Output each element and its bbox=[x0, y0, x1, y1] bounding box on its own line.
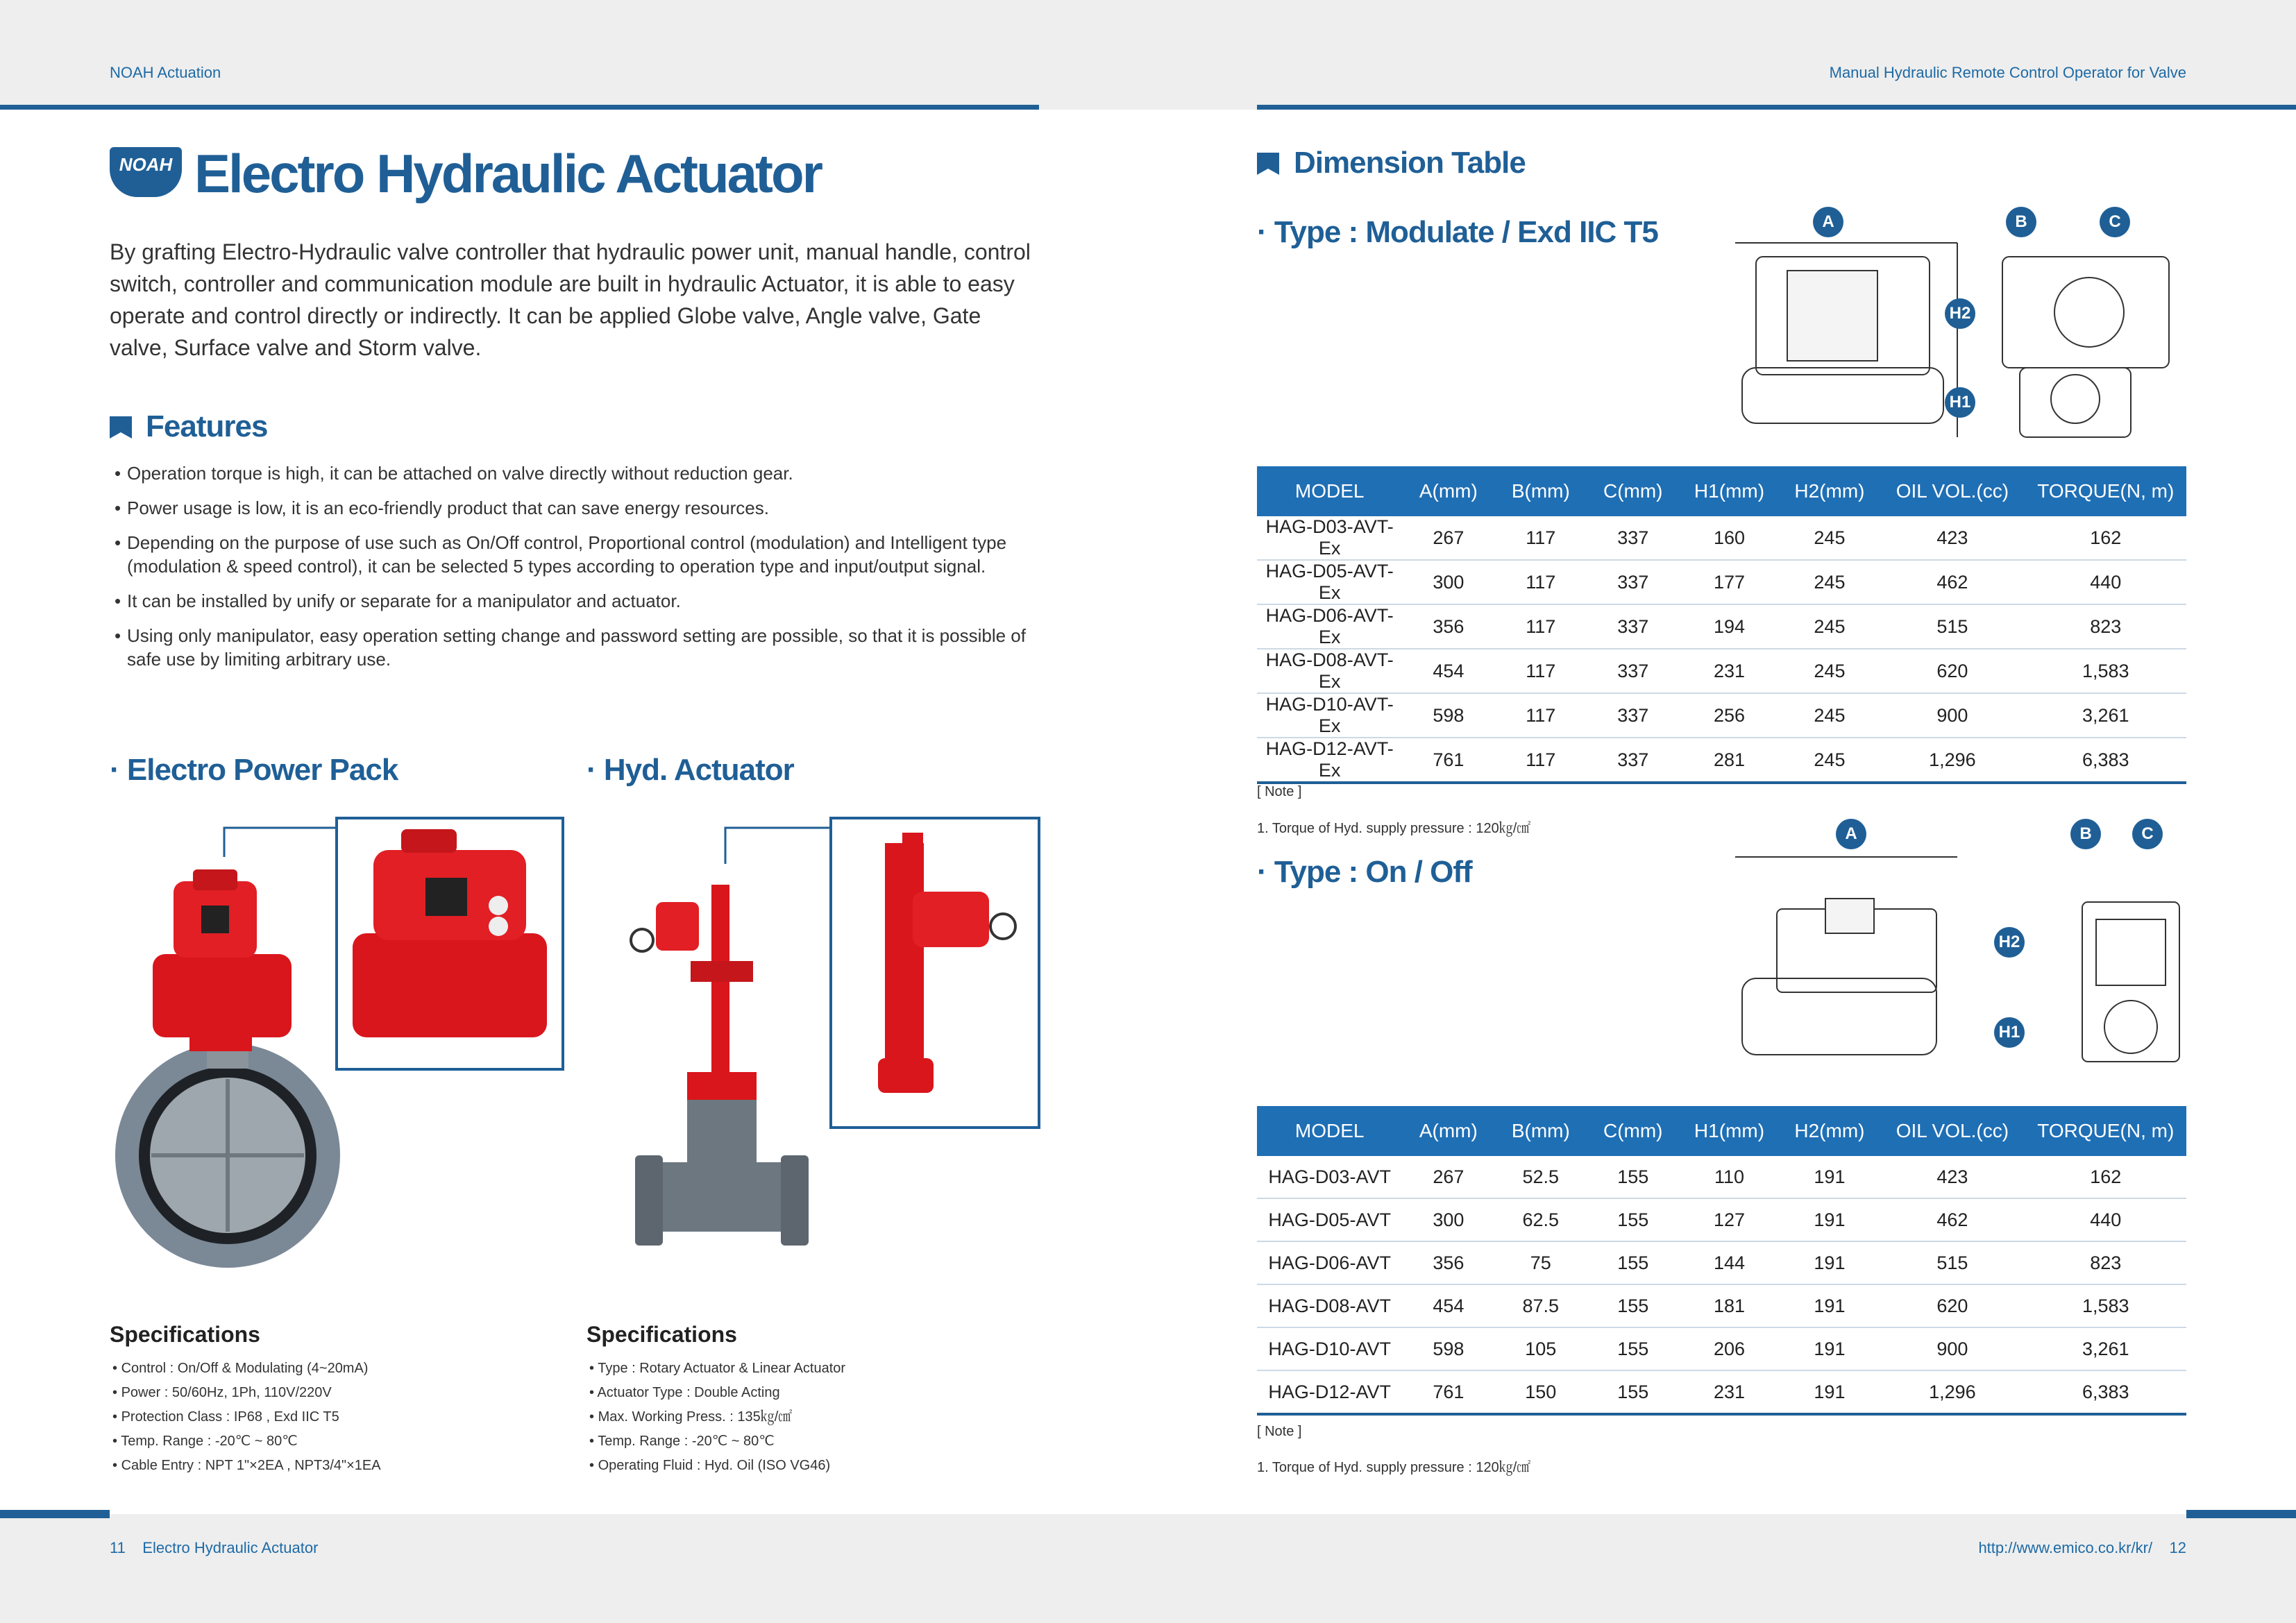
dimension-badge-h1: H1 bbox=[1945, 387, 1975, 418]
col-header: H1(mm) bbox=[1679, 1106, 1779, 1156]
dimension-badge-b: B bbox=[2006, 207, 2036, 237]
table-cell: 1,583 bbox=[2025, 649, 2186, 693]
modulate-dimension-table bbox=[1257, 466, 2186, 784]
table-cell: 206 bbox=[1679, 1327, 1779, 1370]
table-cell: 337 bbox=[1587, 649, 1679, 693]
table-cell: 440 bbox=[2025, 560, 2186, 604]
table-cell: 761 bbox=[1402, 1370, 1494, 1414]
table-row bbox=[1257, 1241, 2186, 1284]
table-cell: 761 bbox=[1402, 738, 1494, 783]
table-cell: 231 bbox=[1679, 649, 1779, 693]
table-cell: 191 bbox=[1780, 1284, 1880, 1327]
table-cell: 144 bbox=[1679, 1241, 1779, 1284]
table-cell: 337 bbox=[1587, 604, 1679, 649]
spec-item: • Type : Rotary Actuator & Linear Actuator bbox=[589, 1357, 845, 1381]
table-cell: HAG-D08-AVT bbox=[1257, 1284, 1402, 1327]
table-cell: 155 bbox=[1587, 1327, 1679, 1370]
table-cell: 87.5 bbox=[1494, 1284, 1587, 1327]
hyd-actuator-image bbox=[586, 815, 1045, 1287]
feature-item: • Using only manipulator, easy operation setting change and password setting are possible, so that it is possible of safe use by limiting arbitrary use. bbox=[115, 624, 1045, 671]
table-cell: 900 bbox=[1880, 693, 2025, 738]
table-row bbox=[1257, 1370, 2186, 1414]
table-cell: 267 bbox=[1402, 516, 1494, 560]
table-cell: 3,261 bbox=[2025, 1327, 2186, 1370]
table-cell: 823 bbox=[2025, 1241, 2186, 1284]
table-cell: 162 bbox=[2025, 1156, 2186, 1198]
dimension-title: Dimension Table bbox=[1294, 146, 1526, 180]
table-header-row bbox=[1257, 1106, 2186, 1156]
table-cell: 117 bbox=[1494, 649, 1587, 693]
table-cell: 620 bbox=[1880, 649, 2025, 693]
footer-tab-left bbox=[0, 1510, 110, 1518]
page-number-right: 12 bbox=[2169, 1539, 2186, 1556]
footer-tab-right bbox=[2186, 1510, 2296, 1518]
logo-tagline: Since 1977 bbox=[128, 189, 164, 196]
table-cell: 191 bbox=[1780, 1156, 1880, 1198]
table-cell: HAG-D06-AVT-Ex bbox=[1257, 604, 1402, 649]
dimension-badge-c: C bbox=[2100, 207, 2130, 237]
spec-item: • Protection Class : IP68 , Exd IIC T5 bbox=[112, 1405, 381, 1429]
table-cell: 6,383 bbox=[2025, 738, 2186, 783]
col-header: B(mm) bbox=[1494, 466, 1587, 516]
table-cell: 105 bbox=[1494, 1327, 1587, 1370]
dimension-badge-h2: H2 bbox=[1945, 298, 1975, 329]
header-rule-left bbox=[0, 105, 1039, 110]
col-header: H2(mm) bbox=[1780, 466, 1880, 516]
col-header: H1(mm) bbox=[1679, 466, 1779, 516]
table-cell: 337 bbox=[1587, 738, 1679, 783]
col-header: MODEL bbox=[1257, 1106, 1402, 1156]
table-cell: 194 bbox=[1679, 604, 1779, 649]
col-header: A(mm) bbox=[1402, 466, 1494, 516]
table-cell: 191 bbox=[1780, 1198, 1880, 1241]
intro-paragraph: By grafting Electro-Hydraulic valve controller that hydraulic power unit, manual handle, control switch, controller and communication module are built in hydraulic Actuator, it is able to easy operate and control directly or indirectly. It can be applied Globe valve, Angle valve, Gate valve, Surface valve and Storm valve. bbox=[110, 239, 1031, 360]
table-row bbox=[1257, 649, 2186, 693]
table-cell: 75 bbox=[1494, 1241, 1587, 1284]
table-cell: 423 bbox=[1880, 1156, 2025, 1198]
table-cell: 440 bbox=[2025, 1198, 2186, 1241]
table-cell: 52.5 bbox=[1494, 1156, 1587, 1198]
table-cell: 117 bbox=[1494, 738, 1587, 783]
table-cell: 3,261 bbox=[2025, 693, 2186, 738]
power-pack-spec-title: Specifications bbox=[110, 1322, 260, 1347]
footer-url-link[interactable]: http://www.emico.co.kr/kr/ bbox=[1978, 1539, 2153, 1556]
header-brand: NOAH Actuation bbox=[110, 64, 221, 81]
table-row bbox=[1257, 604, 2186, 649]
table-cell: 155 bbox=[1587, 1370, 1679, 1414]
table-cell: 256 bbox=[1679, 693, 1779, 738]
table-cell: 191 bbox=[1780, 1241, 1880, 1284]
table-row bbox=[1257, 738, 2186, 783]
table-row bbox=[1257, 560, 2186, 604]
table-cell: 337 bbox=[1587, 516, 1679, 560]
col-header: TORQUE(N, m) bbox=[2025, 1106, 2186, 1156]
table-cell: 454 bbox=[1402, 649, 1494, 693]
dimension-badge-a: A bbox=[1836, 819, 1866, 849]
table-row bbox=[1257, 516, 2186, 560]
spec-item: • Power : 50/60Hz, 1Ph, 110V/220V bbox=[112, 1381, 381, 1405]
table-cell: 6,383 bbox=[2025, 1370, 2186, 1414]
table-cell: 245 bbox=[1780, 693, 1880, 738]
modulate-note-label: [ Note ] bbox=[1257, 784, 1302, 799]
bookmark-icon bbox=[1257, 153, 1279, 175]
table-cell: HAG-D10-AVT-Ex bbox=[1257, 693, 1402, 738]
hyd-actuator-title: · Hyd. Actuator bbox=[586, 753, 794, 787]
bookmark-icon bbox=[110, 416, 132, 439]
table-cell: 462 bbox=[1880, 1198, 2025, 1241]
table-cell: 356 bbox=[1402, 1241, 1494, 1284]
table-row bbox=[1257, 1156, 2186, 1198]
spec-item: • Actuator Type : Double Acting bbox=[589, 1381, 845, 1405]
table-cell: 110 bbox=[1679, 1156, 1779, 1198]
table-cell: 462 bbox=[1880, 560, 2025, 604]
table-cell: 181 bbox=[1679, 1284, 1779, 1327]
table-cell: 177 bbox=[1679, 560, 1779, 604]
col-header: TORQUE(N, m) bbox=[2025, 466, 2186, 516]
header-title: Manual Hydraulic Remote Control Operator for Valve bbox=[1829, 64, 2186, 81]
features-title: Features bbox=[146, 409, 268, 443]
feature-item: • Depending on the purpose of use such as On/Off control, Proportional control (modulation) and Intelligent type (modulation & speed control), it can be selected 5 types according to operation type and input/output signal. bbox=[115, 531, 1045, 578]
table-cell: 245 bbox=[1780, 516, 1880, 560]
table-cell: 515 bbox=[1880, 1241, 2025, 1284]
page-title: Electro Hydraulic Actuator bbox=[194, 143, 822, 204]
table-cell: 155 bbox=[1587, 1284, 1679, 1327]
col-header: C(mm) bbox=[1587, 1106, 1679, 1156]
table-row bbox=[1257, 1198, 2186, 1241]
spec-item: • Temp. Range : -20℃ ~ 80℃ bbox=[112, 1429, 381, 1454]
table-cell: 155 bbox=[1587, 1241, 1679, 1284]
features-list bbox=[115, 461, 1045, 682]
footer-left bbox=[110, 1539, 318, 1557]
table-cell: 245 bbox=[1780, 738, 1880, 783]
feature-item: • It can be installed by unify or separate for a manipulator and actuator. bbox=[115, 589, 1045, 613]
table-cell: HAG-D12-AVT bbox=[1257, 1370, 1402, 1414]
table-cell: HAG-D06-AVT bbox=[1257, 1241, 1402, 1284]
table-cell: 823 bbox=[2025, 604, 2186, 649]
table-cell: 162 bbox=[2025, 516, 2186, 560]
col-header: A(mm) bbox=[1402, 1106, 1494, 1156]
power-pack-title: · Electro Power Pack bbox=[110, 753, 398, 787]
footer-right bbox=[1978, 1539, 2186, 1557]
table-cell: 117 bbox=[1494, 604, 1587, 649]
table-cell: 231 bbox=[1679, 1370, 1779, 1414]
table-cell: 191 bbox=[1780, 1370, 1880, 1414]
col-header: OIL VOL.(cc) bbox=[1880, 466, 2025, 516]
table-cell: 356 bbox=[1402, 604, 1494, 649]
table-cell: 337 bbox=[1587, 693, 1679, 738]
onoff-note-label: [ Note ] bbox=[1257, 1424, 1302, 1439]
onoff-dimension-drawing bbox=[1728, 840, 2200, 1082]
dimension-badge-c: C bbox=[2132, 819, 2163, 849]
dimension-badge-b: B bbox=[2070, 819, 2101, 849]
table-cell: HAG-D10-AVT bbox=[1257, 1327, 1402, 1370]
table-cell: 1,296 bbox=[1880, 1370, 2025, 1414]
col-header: H2(mm) bbox=[1780, 1106, 1880, 1156]
table-cell: 300 bbox=[1402, 560, 1494, 604]
spec-item: • Temp. Range : -20℃ ~ 80℃ bbox=[589, 1429, 845, 1454]
table-cell: 281 bbox=[1679, 738, 1779, 783]
table-cell: 267 bbox=[1402, 1156, 1494, 1198]
header-rule-right bbox=[1257, 105, 2296, 110]
page-number-left: 11 bbox=[110, 1539, 126, 1556]
spec-item: • Control : On/Off & Modulating (4~20mA) bbox=[112, 1357, 381, 1381]
table-cell: 515 bbox=[1880, 604, 2025, 649]
power-pack-spec-list bbox=[112, 1357, 381, 1478]
table-cell: 62.5 bbox=[1494, 1198, 1587, 1241]
table-cell: 117 bbox=[1494, 560, 1587, 604]
spec-item: • Max. Working Press. : 135㎏/㎠ bbox=[589, 1405, 845, 1429]
col-header: C(mm) bbox=[1587, 466, 1679, 516]
table-cell: 454 bbox=[1402, 1284, 1494, 1327]
table-cell: HAG-D12-AVT-Ex bbox=[1257, 738, 1402, 783]
table-cell: 155 bbox=[1587, 1156, 1679, 1198]
spec-item: • Operating Fluid : Hyd. Oil (ISO VG46) bbox=[589, 1454, 845, 1478]
noah-logo: NOAH bbox=[110, 147, 182, 197]
table-cell: 245 bbox=[1780, 649, 1880, 693]
table-row bbox=[1257, 693, 2186, 738]
dimension-badge-h2: H2 bbox=[1994, 927, 2025, 958]
table-cell: 117 bbox=[1494, 516, 1587, 560]
table-cell: HAG-D03-AVT bbox=[1257, 1156, 1402, 1198]
table-cell: 1,583 bbox=[2025, 1284, 2186, 1327]
page-footer bbox=[0, 1514, 2296, 1623]
table-cell: HAG-D08-AVT-Ex bbox=[1257, 649, 1402, 693]
modulate-note-text: 1. Torque of Hyd. supply pressure : 120㎏/㎠ bbox=[1257, 821, 1531, 836]
table-cell: 245 bbox=[1780, 604, 1880, 649]
table-cell: 620 bbox=[1880, 1284, 2025, 1327]
table-cell: 900 bbox=[1880, 1327, 2025, 1370]
page-header bbox=[0, 0, 2296, 110]
hyd-actuator-spec-list bbox=[589, 1357, 845, 1478]
table-cell: 155 bbox=[1587, 1198, 1679, 1241]
feature-item: • Power usage is low, it is an eco-friendly product that can save energy resources. bbox=[115, 496, 1045, 520]
table-cell: 300 bbox=[1402, 1198, 1494, 1241]
spec-item: • Cable Entry : NPT 1"×2EA , NPT3/4"×1EA bbox=[112, 1454, 381, 1478]
table-cell: HAG-D03-AVT-Ex bbox=[1257, 516, 1402, 560]
table-row bbox=[1257, 1327, 2186, 1370]
table-cell: 1,296 bbox=[1880, 738, 2025, 783]
onoff-note-text: 1. Torque of Hyd. supply pressure : 120㎏/㎠ bbox=[1257, 1460, 1531, 1475]
table-cell: 423 bbox=[1880, 516, 2025, 560]
modulate-type-title: · Type : Modulate / Exd IIC T5 bbox=[1257, 215, 1658, 249]
col-header: OIL VOL.(cc) bbox=[1880, 1106, 2025, 1156]
dimension-badge-h1: H1 bbox=[1994, 1017, 2025, 1048]
power-pack-image bbox=[110, 815, 568, 1287]
onoff-dimension-table bbox=[1257, 1106, 2186, 1416]
table-cell: HAG-D05-AVT-Ex bbox=[1257, 560, 1402, 604]
col-header: B(mm) bbox=[1494, 1106, 1587, 1156]
col-header: MODEL bbox=[1257, 466, 1402, 516]
table-cell: 337 bbox=[1587, 560, 1679, 604]
dimension-badge-a: A bbox=[1813, 207, 1843, 237]
table-cell: 117 bbox=[1494, 693, 1587, 738]
feature-item: • Operation torque is high, it can be attached on valve directly without reduction gear. bbox=[115, 461, 1045, 485]
table-cell: 160 bbox=[1679, 516, 1779, 560]
table-cell: 245 bbox=[1780, 560, 1880, 604]
table-cell: 598 bbox=[1402, 693, 1494, 738]
table-header-row bbox=[1257, 466, 2186, 516]
table-cell: 598 bbox=[1402, 1327, 1494, 1370]
table-row bbox=[1257, 1284, 2186, 1327]
hyd-actuator-spec-title: Specifications bbox=[586, 1322, 737, 1347]
onoff-type-title: · Type : On / Off bbox=[1257, 855, 1472, 889]
footer-section-title: Electro Hydraulic Actuator bbox=[142, 1539, 319, 1556]
table-cell: 127 bbox=[1679, 1198, 1779, 1241]
table-cell: 150 bbox=[1494, 1370, 1587, 1414]
table-cell: HAG-D05-AVT bbox=[1257, 1198, 1402, 1241]
table-cell: 191 bbox=[1780, 1327, 1880, 1370]
